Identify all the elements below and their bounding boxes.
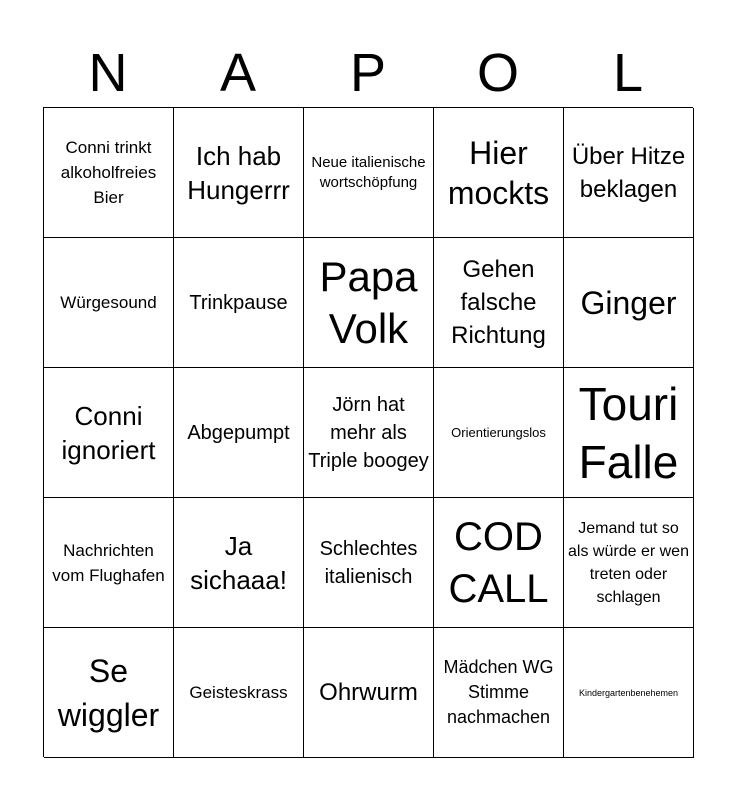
- cell-text: Neue italienische wortschöpfung: [311, 153, 426, 191]
- header-letter: A: [219, 43, 257, 103]
- header-letter: O: [476, 43, 519, 103]
- cell-text: Conni trinkt alkoholfreies Bier: [60, 138, 157, 207]
- header-letter: P: [349, 43, 387, 103]
- cell-text: Ich hab Hungerrr: [187, 140, 290, 205]
- cell-text: Geisteskrass: [189, 683, 288, 702]
- bingo-cell[interactable]: [44, 368, 174, 498]
- bingo-cell[interactable]: [174, 368, 304, 498]
- bingo-header: [43, 38, 693, 108]
- bingo-cell[interactable]: [564, 628, 694, 758]
- bingo-cell[interactable]: [304, 498, 434, 628]
- cell-text: Se wiggler: [57, 652, 160, 733]
- cell-text: Abgepumpt: [187, 421, 290, 444]
- header-letter: N: [88, 43, 128, 103]
- bingo-cell[interactable]: [434, 628, 564, 758]
- bingo-cell[interactable]: [44, 498, 174, 628]
- cell-text: Würgesound: [60, 293, 157, 312]
- cell-text: Ginger: [580, 284, 677, 321]
- bingo-cell[interactable]: [564, 368, 694, 498]
- bingo-cell[interactable]: [434, 368, 564, 498]
- cell-text: Kindergartenbenehemen: [578, 687, 679, 698]
- bingo-cell[interactable]: [304, 238, 434, 368]
- cell-text: Mädchen WG Stimme nachmachen: [443, 657, 554, 727]
- cell-text: Ohrwurm: [319, 679, 418, 706]
- bingo-cell[interactable]: [564, 498, 694, 628]
- cell-text: Hier mockts: [447, 134, 550, 211]
- cell-text: Jemand tut so als würde er wen treten oder schlagen: [568, 519, 689, 606]
- bingo-cell[interactable]: [304, 108, 434, 238]
- cell-text: Trinkpause: [189, 291, 288, 314]
- cell-text: COD CALL: [448, 514, 549, 611]
- cell-text: Schlechtes italienisch: [319, 537, 418, 588]
- bingo-cell[interactable]: [174, 238, 304, 368]
- cell-text: Conni ignoriert: [61, 400, 156, 465]
- header-letter: L: [612, 43, 644, 103]
- bingo-cell[interactable]: [434, 238, 564, 368]
- bingo-cell[interactable]: [174, 498, 304, 628]
- bingo-cell[interactable]: [44, 628, 174, 758]
- cell-text: Papa Volk: [319, 252, 418, 352]
- cell-text: Jörn hat mehr als Triple boogey: [308, 393, 429, 472]
- cell-text: Ja sichaaa!: [190, 530, 287, 595]
- bingo-cell[interactable]: [44, 238, 174, 368]
- cell-text: Nachrichten vom Flughafen: [52, 540, 165, 585]
- bingo-grid: [43, 107, 693, 757]
- cell-text: Über Hitze beklagen: [571, 142, 686, 203]
- cell-text: Orientierungslos: [451, 424, 546, 440]
- cell-text: Gehen falsche Richtung: [451, 256, 546, 349]
- bingo-cell[interactable]: [434, 108, 564, 238]
- bingo-cell[interactable]: [304, 628, 434, 758]
- bingo-cell[interactable]: [174, 628, 304, 758]
- bingo-cell[interactable]: [304, 368, 434, 498]
- bingo-cell[interactable]: [564, 238, 694, 368]
- bingo-cell[interactable]: [564, 108, 694, 238]
- bingo-cell[interactable]: [174, 108, 304, 238]
- bingo-cell[interactable]: [44, 108, 174, 238]
- cell-text: Touri Falle: [578, 377, 679, 488]
- bingo-cell[interactable]: [434, 498, 564, 628]
